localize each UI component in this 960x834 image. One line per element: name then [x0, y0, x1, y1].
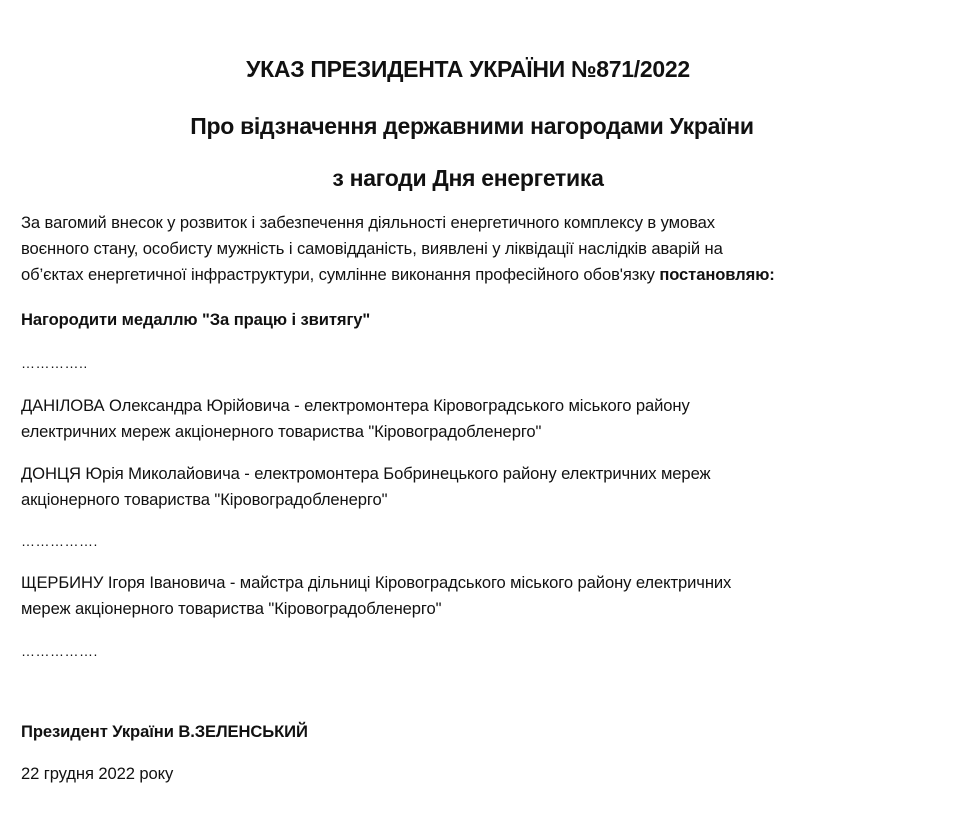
- recipient-line-1: ДАНІЛОВА Олександра Юрійовича - електромонтера Кіровоградського міського району: [21, 396, 690, 415]
- recipient-entry: [21, 393, 951, 445]
- signature: Президент України В.ЗЕЛЕНСЬКИЙ: [21, 722, 308, 741]
- recipient-entry: [21, 461, 951, 513]
- decree-date: 22 грудня 2022 року: [21, 764, 174, 783]
- resolution-keyword: постановляю:: [659, 265, 775, 284]
- award-heading: Нагородити медаллю "За працю і звитягу": [21, 310, 371, 329]
- decree-title: УКАЗ ПРЕЗИДЕНТА УКРАЇНИ №871/2022: [246, 56, 690, 82]
- preamble-line-3-text: об’єктах енергетичної інфраструктури, сумлінне виконання професійного обов'язку: [21, 265, 660, 284]
- preamble-line-1: За вагомий внесок у розвиток і забезпечення діяльності енергетичного комплексу в умовах: [21, 213, 715, 232]
- recipient-entry: [21, 570, 951, 622]
- recipient-line-2: мереж акціонерного товариства "Кіровоградобленерго": [21, 599, 442, 618]
- recipient-line-1: ЩЕРБИНУ Ігоря Івановича - майстра дільниці Кіровоградського міського району електричних: [21, 573, 732, 592]
- recipient-line-2: акціонерного товариства "Кіровоградобленерго": [21, 490, 388, 509]
- recipient-line-1: ДОНЦЯ Юрія Миколайовича - електромонтера Бобринецького району електричних мереж: [21, 464, 711, 483]
- decree-subtitle: Про відзначення державними нагородами України: [190, 113, 754, 139]
- preamble-line-3: [21, 262, 951, 288]
- omission-marker: …………..: [21, 355, 88, 371]
- omission-marker: …………….: [21, 643, 98, 659]
- omission-marker: …………….: [21, 533, 98, 549]
- preamble-line-2: воєнного стану, особисту мужність і самовідданість, виявлені у ліквідації наслідків аварій на: [21, 239, 723, 258]
- decree-occasion: з нагоди Дня енергетика: [332, 165, 604, 191]
- recipient-line-2: електричних мереж акціонерного товариства "Кіровоградобленерго": [21, 422, 542, 441]
- decree-preamble: [21, 210, 951, 288]
